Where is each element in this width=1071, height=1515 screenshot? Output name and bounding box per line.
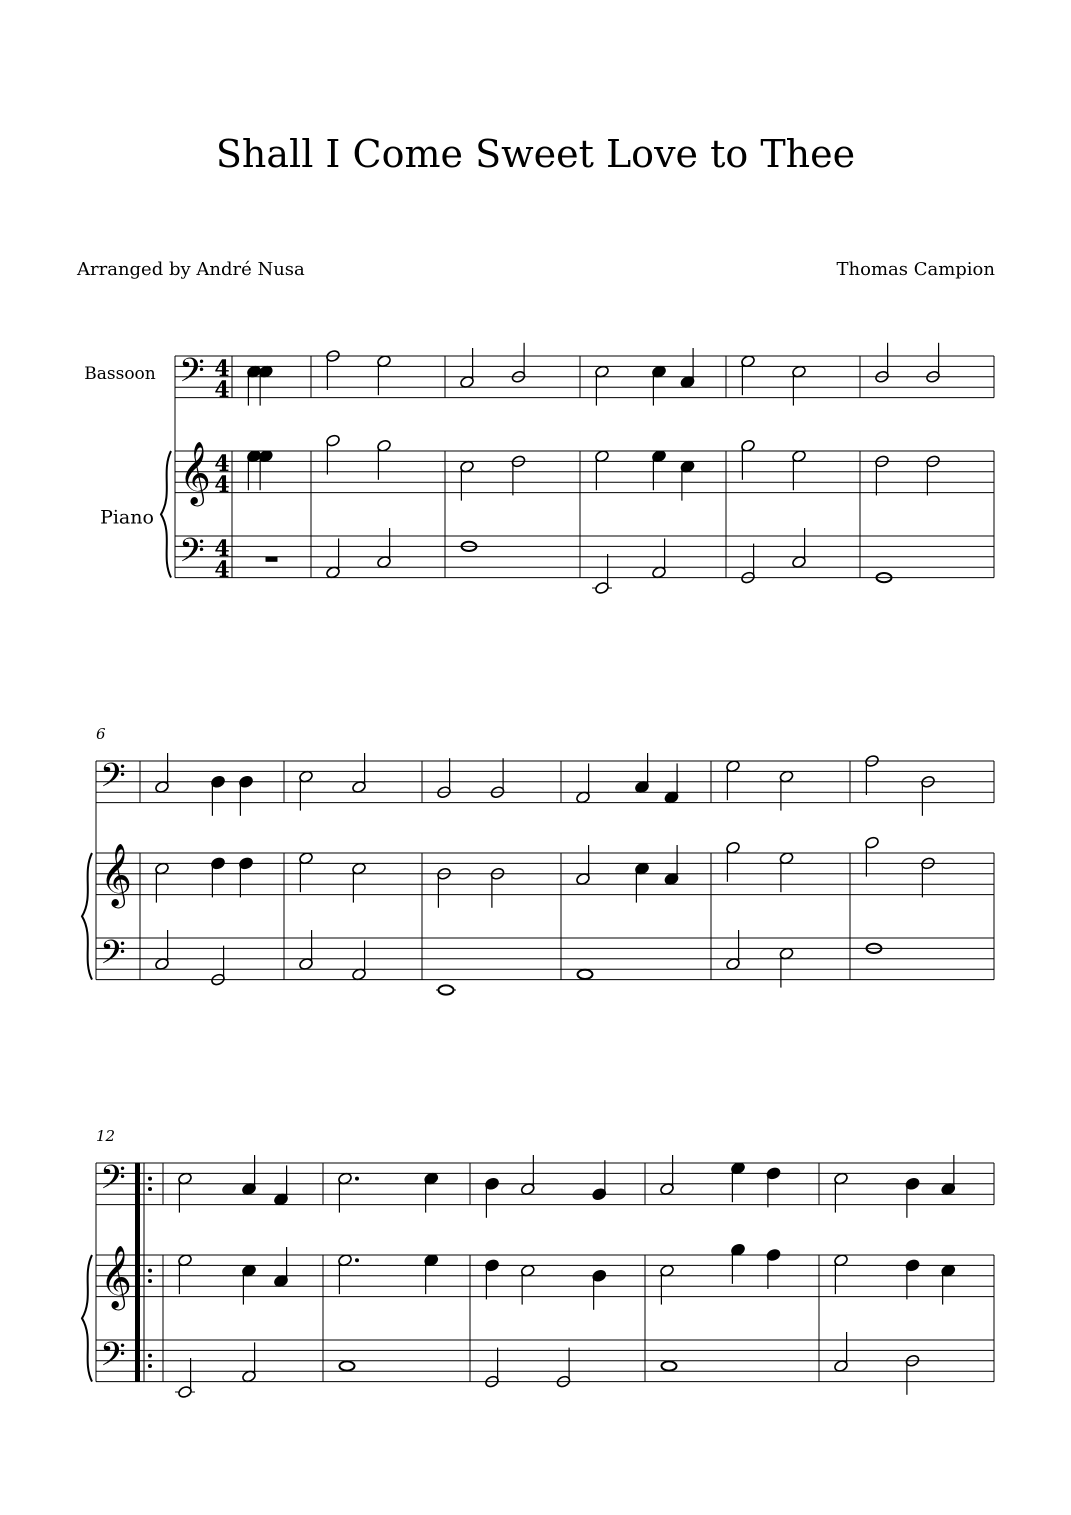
measure xyxy=(484,1155,607,1388)
measure-number: 6 xyxy=(96,725,106,743)
instrument-label-bassoon: Bassoon xyxy=(84,364,156,384)
measure xyxy=(575,753,679,979)
measure xyxy=(740,354,806,584)
bass-clef-icon: 𝄢 xyxy=(100,1159,126,1205)
repeat-dot xyxy=(148,1269,152,1273)
measure xyxy=(337,1172,439,1371)
staff-rh xyxy=(175,451,994,493)
arranger-credit: Arranged by André Nusa xyxy=(77,259,305,280)
time-signature-bottom: 4 xyxy=(214,557,230,583)
instrument-label-piano: Piano xyxy=(100,506,154,529)
whole-note xyxy=(439,985,454,994)
staff-bsn xyxy=(96,1163,994,1205)
whole-note xyxy=(340,1361,355,1370)
repeat-dot xyxy=(148,1279,152,1283)
system-3 xyxy=(82,1155,994,1399)
augmentation-dot xyxy=(355,1177,359,1181)
composer-credit: Thomas Campion xyxy=(836,259,995,280)
staff-bsn xyxy=(175,356,994,398)
time-signature-top: 4 xyxy=(214,451,230,477)
repeat-dot xyxy=(148,1187,152,1191)
measure xyxy=(659,1155,781,1371)
repeat-dot xyxy=(148,1364,152,1368)
treble-clef-icon: 𝄞 xyxy=(100,1245,132,1308)
measure xyxy=(154,753,253,986)
repeat-dot xyxy=(148,1354,152,1358)
bass-clef-icon: 𝄢 xyxy=(100,1336,126,1382)
score-title: Shall I Come Sweet Love to Thee xyxy=(215,132,856,176)
piano-brace xyxy=(82,853,92,980)
time-signature-top: 4 xyxy=(214,536,230,562)
staff-lh xyxy=(96,938,994,980)
bass-clef-icon: 𝄢 xyxy=(179,352,205,398)
bass-clef-icon: 𝄢 xyxy=(179,532,205,578)
bass-clef-icon: 𝄢 xyxy=(100,757,126,803)
piano-brace xyxy=(82,1255,92,1382)
time-signature-bottom: 4 xyxy=(214,377,230,403)
measure xyxy=(175,1155,289,1399)
measure xyxy=(246,365,277,562)
staff-lh xyxy=(96,1340,994,1382)
whole-note xyxy=(662,1361,677,1370)
bass-clef-icon: 𝄢 xyxy=(100,934,126,980)
staff-rh xyxy=(96,853,994,895)
staff-bsn xyxy=(96,761,994,803)
measure xyxy=(325,349,391,579)
time-signature-bottom: 4 xyxy=(214,472,230,498)
measure xyxy=(298,753,366,981)
repeat-thick-barline xyxy=(135,1163,140,1382)
staff-rh xyxy=(96,1255,994,1297)
time-signature-top: 4 xyxy=(214,356,230,382)
treble-clef-icon: 𝄞 xyxy=(179,441,211,504)
treble-clef-icon: 𝄞 xyxy=(100,843,132,906)
repeat-dot xyxy=(148,1177,152,1181)
measure xyxy=(459,343,526,551)
augmentation-dot xyxy=(355,1258,359,1262)
measure-number: 12 xyxy=(96,1127,116,1145)
whole-note xyxy=(578,970,593,979)
piano-brace xyxy=(161,451,171,578)
half-rest xyxy=(266,557,278,562)
measure xyxy=(833,1155,956,1395)
measure xyxy=(864,754,935,953)
staff-lh xyxy=(175,536,994,578)
